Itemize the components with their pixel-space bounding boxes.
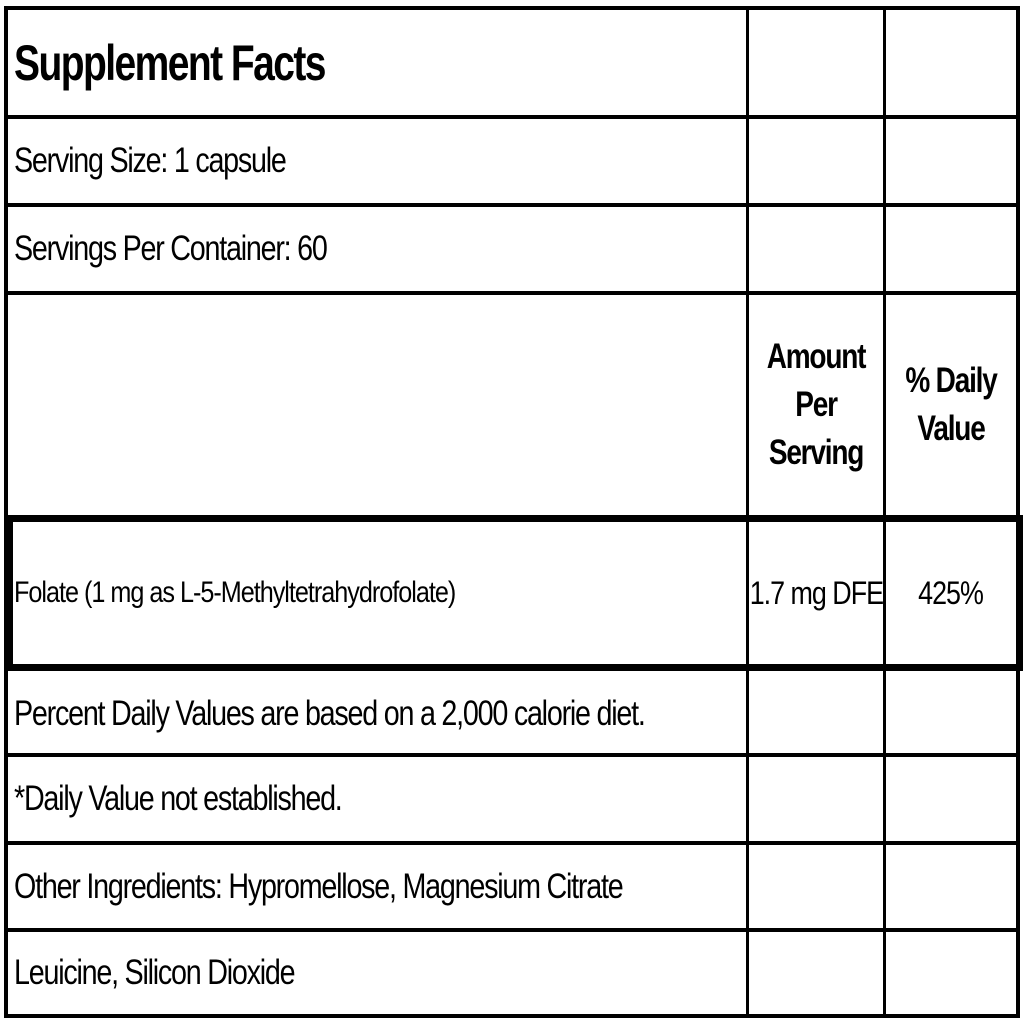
nutrient-name-cell: [8, 522, 746, 664]
dv-header-line1: % Daily: [905, 361, 997, 400]
page-title: Supplement Facts: [14, 34, 325, 91]
nutrient-amount-cell: [749, 522, 883, 664]
other-ingredients-continued: Leuicine, Silicon Dioxide: [14, 953, 295, 992]
nutrient-daily-value: 425%: [918, 574, 984, 611]
footnote-cell: [8, 757, 746, 841]
daily-value-header-cell: [886, 295, 1016, 515]
footnote-daily-values: Percent Daily Values are based on a 2,000 calorie diet.: [14, 693, 645, 733]
nutrient-daily-value-cell: [886, 522, 1016, 664]
servings-per-container-cell: [8, 207, 746, 291]
nutrient-name: Folate (1 mg as L-5-Methyltetrahydrofolate): [14, 576, 456, 609]
supplement-facts-table: [4, 6, 1020, 1018]
footnote-cell: [8, 674, 746, 753]
servings-per-container: Servings Per Container: 60: [14, 229, 327, 268]
footnote-cell: [8, 932, 746, 1014]
amount-per-serving-header: [762, 333, 869, 477]
amount-header-line2: Per Serving: [768, 385, 864, 472]
nutrient-amount: 1.7 mg DFE: [749, 574, 883, 611]
daily-value-header: [905, 357, 996, 453]
title-cell: [8, 10, 746, 115]
dv-header-line2: Value: [917, 409, 985, 448]
serving-size: Serving Size: 1 capsule: [14, 141, 286, 180]
serving-size-cell: [8, 119, 746, 203]
amount-header-cell: [749, 295, 883, 515]
other-ingredients: Other Ingredients: Hypromellose, Magnesium Citrate: [14, 866, 623, 906]
footnote-cell: [8, 845, 746, 928]
amount-header-line1: Amount: [766, 337, 866, 376]
footnote-not-established: *Daily Value not established.: [14, 779, 342, 818]
